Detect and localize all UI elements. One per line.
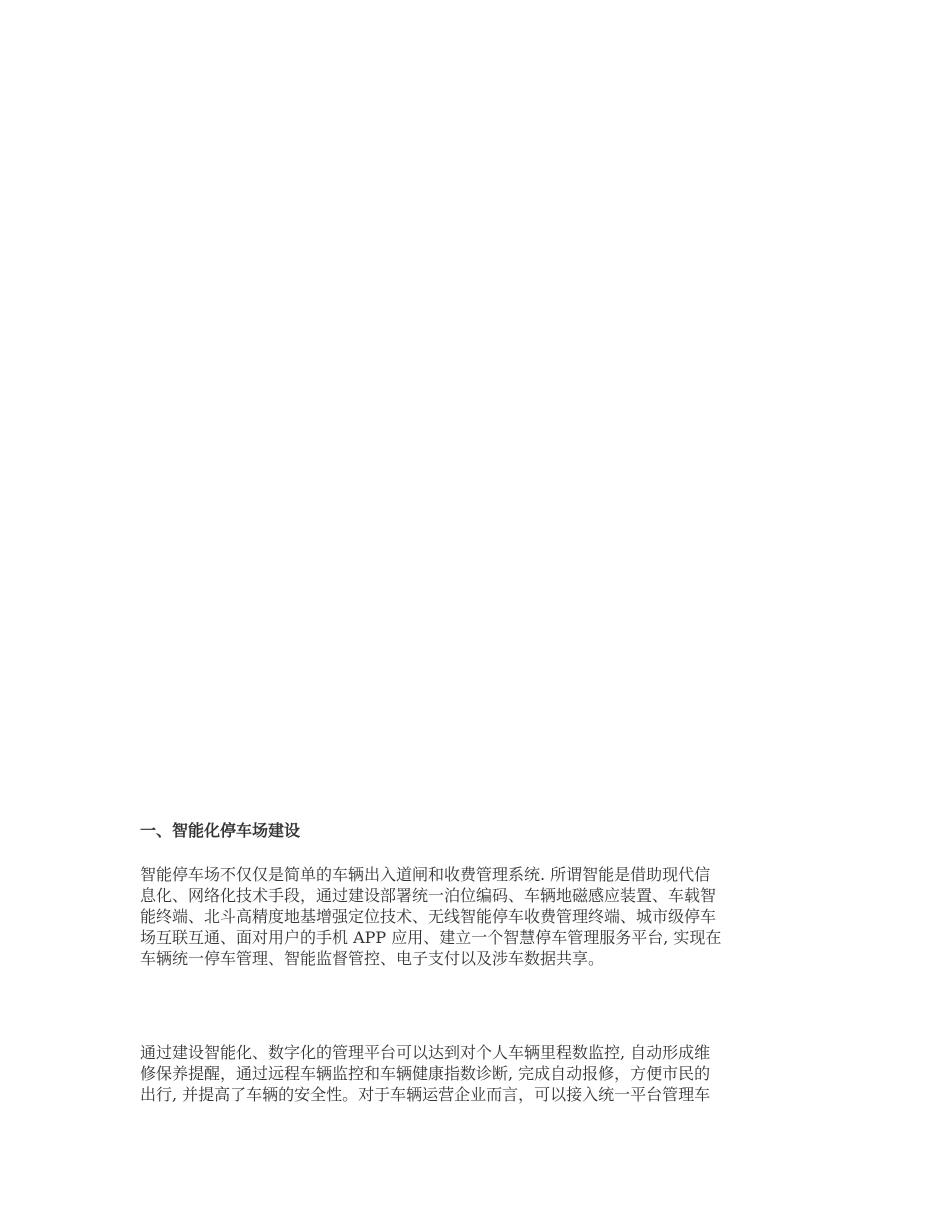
paragraph-parking-intro: [140, 864, 820, 969]
paragraph-line: 场互联互通、面对用户的手机 APP 应用、建立一个智慧停车管理服务平台, 实现在: [140, 928, 722, 947]
paragraph-line: 车辆统一停车管理、智能监督管控、电子支付以及涉车数据共享。: [140, 949, 605, 968]
paragraph-line: 通过建设智能化、数字化的管理平台可以达到对个人车辆里程数监控, 自动形成维: [140, 1043, 711, 1062]
paragraph-platform-benefits: [140, 1042, 820, 1105]
paragraph-line: 能终端、北斗高精度地基增强定位技术、无线智能停车收费管理终端、城市级停车: [140, 907, 717, 926]
paragraph-line: 修保养提醒，通过远程车辆监控和车辆健康指数诊断, 完成自动报修，方便市民的: [140, 1064, 711, 1083]
section-heading: 一、智能化停车场建设: [140, 821, 301, 840]
paragraph-line: 智能停车场不仅仅是简单的车辆出入道闸和收费管理系统. 所谓智能是借助现代信: [140, 865, 711, 884]
paragraph-line: 出行, 并提高了车辆的安全性。对于车辆运营企业而言，可以接入统一平台管理车: [140, 1085, 711, 1104]
paragraph-line: 息化、网络化技术手段，通过建设部署统一泊位编码、车辆地磁感应装置、车载智: [140, 886, 717, 905]
